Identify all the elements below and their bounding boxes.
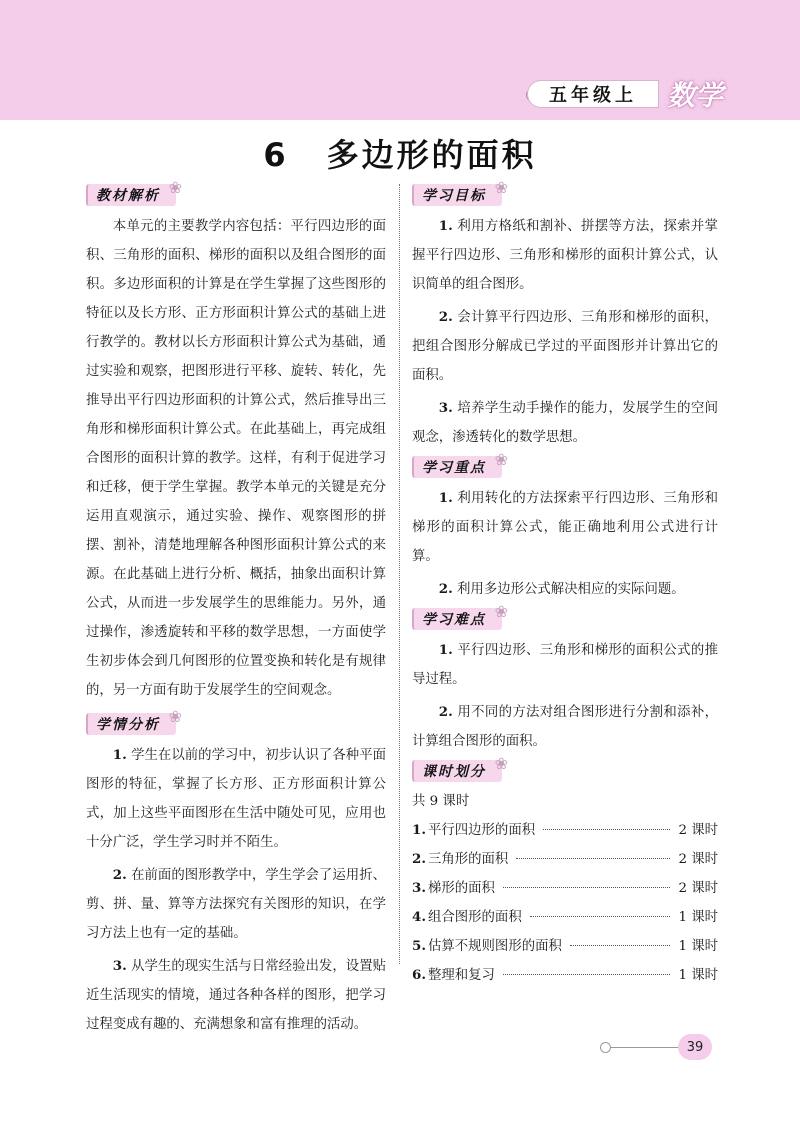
list-item xyxy=(412,484,718,571)
leader-dots xyxy=(530,916,671,917)
item-number: 1. xyxy=(438,218,453,234)
schedule-row xyxy=(412,874,718,903)
item-number: 2. xyxy=(438,704,453,720)
leader-dots xyxy=(503,974,671,975)
item-number: 2. xyxy=(438,309,453,325)
flower-icon: ❀ xyxy=(168,707,184,726)
list-item xyxy=(86,741,386,857)
textbook-analysis-body: 本单元的主要教学内容包括：平行四边形的面积、三角形的面积、梯形的面积以及组合图形的面积。多边形面积的计算是在学生掌握了这些图形的特征以及长方形、正方形面积计算公式的基础上进行教学的。教材以长方形面积计算公式为基础，通过实验和观察，把图形进行平移、旋转、转化，先推导出平行四边形面积的计算公式，然后推导出三角形和梯形面积计算公式。在此基础上，再完成组合图形的面积计算的教学。这样，有利于促进学习和迁移，便于学生掌握。教学本单元的关键是充分运用直观演示，通过实验、操作、观察图形的拼摆、割补，清楚地理解各种图形面积计算公式的来源。在此基础上进行分析、概括，抽象出面积计算公式，从而进一步发展学生的思维能力。另外，通过操作，渗透旋转和平移的数学思想，一方面使学生初步体会到几何图形的位置变换和转化是有规律的，另一方面有助于发展学生的空间观念。 xyxy=(86,219,386,698)
footer-decor-line xyxy=(610,1047,678,1048)
schedule-row xyxy=(412,816,718,845)
list-item xyxy=(86,861,386,948)
heading-text: 学习重点 xyxy=(422,460,486,476)
list-item xyxy=(412,212,718,299)
item-number: 3. xyxy=(438,400,453,416)
schedule-row xyxy=(412,961,718,990)
schedule-row xyxy=(412,932,718,961)
left-column xyxy=(86,178,387,1043)
flower-icon: ❀ xyxy=(494,178,510,197)
row-title: 三角形的面积 xyxy=(427,852,509,867)
flower-icon: ❀ xyxy=(494,602,510,621)
heading-text: 学习难点 xyxy=(422,612,486,628)
chapter-title: 多边形的面积 xyxy=(326,136,537,174)
row-title: 组合图形的面积 xyxy=(427,910,522,925)
header-badge xyxy=(528,74,728,114)
section-heading-schedule xyxy=(412,754,510,782)
section-heading-textbook-analysis xyxy=(86,178,184,206)
section-heading-objectives xyxy=(412,178,510,206)
flower-icon: ❀ xyxy=(494,450,510,469)
subject-logo: 数学 xyxy=(666,79,723,112)
right-column xyxy=(412,178,718,990)
heading-text: 教材解析 xyxy=(96,188,160,204)
row-number: 3. xyxy=(412,880,426,896)
item-text: 培养学生动手操作的能力，发展学生的空间观念，渗透转化的数学思想。 xyxy=(412,401,718,445)
list-item xyxy=(412,636,718,694)
item-number: 2. xyxy=(438,581,453,597)
item-number: 2. xyxy=(112,867,127,883)
schedule-row xyxy=(412,903,718,932)
row-title: 估算不规则图形的面积 xyxy=(427,939,562,954)
item-number: 1. xyxy=(112,747,127,763)
row-hours: 2 课时 xyxy=(678,823,718,838)
item-text: 用不同的方法对组合图形进行分割和添补，计算组合图形的面积。 xyxy=(412,705,718,749)
section-heading-difficulties xyxy=(412,602,510,630)
schedule-row xyxy=(412,845,718,874)
flower-icon: ❀ xyxy=(494,754,510,773)
item-text: 学生在以前的学习中，初步认识了各种平面图形的特征，掌握了长方形、正方形面积计算公式，加上这些平面图形在生活中随处可见，应用也十分广泛，学生学习时并不陌生。 xyxy=(86,748,387,850)
row-hours: 2 课时 xyxy=(678,881,718,896)
row-hours: 1 课时 xyxy=(678,910,718,925)
heading-text: 课时划分 xyxy=(422,764,486,780)
row-title: 梯形的面积 xyxy=(427,881,495,896)
row-number: 5. xyxy=(412,938,426,954)
flower-icon: ❀ xyxy=(168,178,184,197)
row-title: 整理和复习 xyxy=(427,968,495,983)
leader-dots xyxy=(570,945,671,946)
item-text: 会计算平行四边形、三角形和梯形的面积，把组合图形分解成已学过的平面图形并计算出它的面积。 xyxy=(412,310,718,383)
row-number: 6. xyxy=(412,967,426,983)
row-hours: 1 课时 xyxy=(678,968,718,983)
heading-text: 学习目标 xyxy=(422,188,486,204)
item-text: 利用多边形公式解决相应的实际问题。 xyxy=(457,582,685,597)
list-item xyxy=(412,394,718,452)
row-number: 4. xyxy=(412,909,426,925)
column-divider xyxy=(399,184,400,964)
item-text: 平行四边形、三角形和梯形的面积公式的推导过程。 xyxy=(412,643,718,687)
page-title xyxy=(0,130,800,176)
row-hours: 1 课时 xyxy=(678,939,718,954)
item-text: 在前面的图形教学中，学生学会了运用折、剪、拼、量、算等方法探究有关图形的知识，在学习方法上也有一定的基础。 xyxy=(86,868,387,941)
row-number: 2. xyxy=(412,851,426,867)
page-number: 39 xyxy=(678,1034,712,1060)
item-number: 1. xyxy=(438,490,453,506)
grade-label: 五年级上 xyxy=(528,81,658,107)
list-item xyxy=(412,698,718,756)
row-hours: 2 课时 xyxy=(678,852,718,867)
heading-text: 学情分析 xyxy=(96,717,160,733)
row-number: 1. xyxy=(412,822,426,838)
leader-dots xyxy=(503,887,671,888)
item-number: 3. xyxy=(112,958,127,974)
item-text: 利用转化的方法探索平行四边形、三角形和梯形的面积计算公式，能正确地利用公式进行计算。 xyxy=(412,491,718,564)
leader-dots xyxy=(543,829,670,830)
schedule-total: 共 9 课时 xyxy=(412,794,470,809)
chapter-number: 6 xyxy=(263,136,289,174)
section-heading-learner-analysis xyxy=(86,707,184,735)
list-item xyxy=(412,303,718,390)
list-item xyxy=(412,575,718,604)
section-heading-key-points xyxy=(412,450,510,478)
item-text: 从学生的现实生活与日常经验出发，设置贴近生活现实的情境，通过各种各样的图形，把学习过程变成有趣的、充满想象和富有推理的活动。 xyxy=(86,959,387,1032)
leader-dots xyxy=(516,858,670,859)
item-number: 1. xyxy=(438,642,453,658)
item-text: 利用方格纸和割补、拼摆等方法，探索并掌握平行四边形、三角形和梯形的面积计算公式，认识简单的组合图形。 xyxy=(412,219,718,292)
row-title: 平行四边形的面积 xyxy=(427,823,536,838)
list-item xyxy=(86,952,386,1039)
